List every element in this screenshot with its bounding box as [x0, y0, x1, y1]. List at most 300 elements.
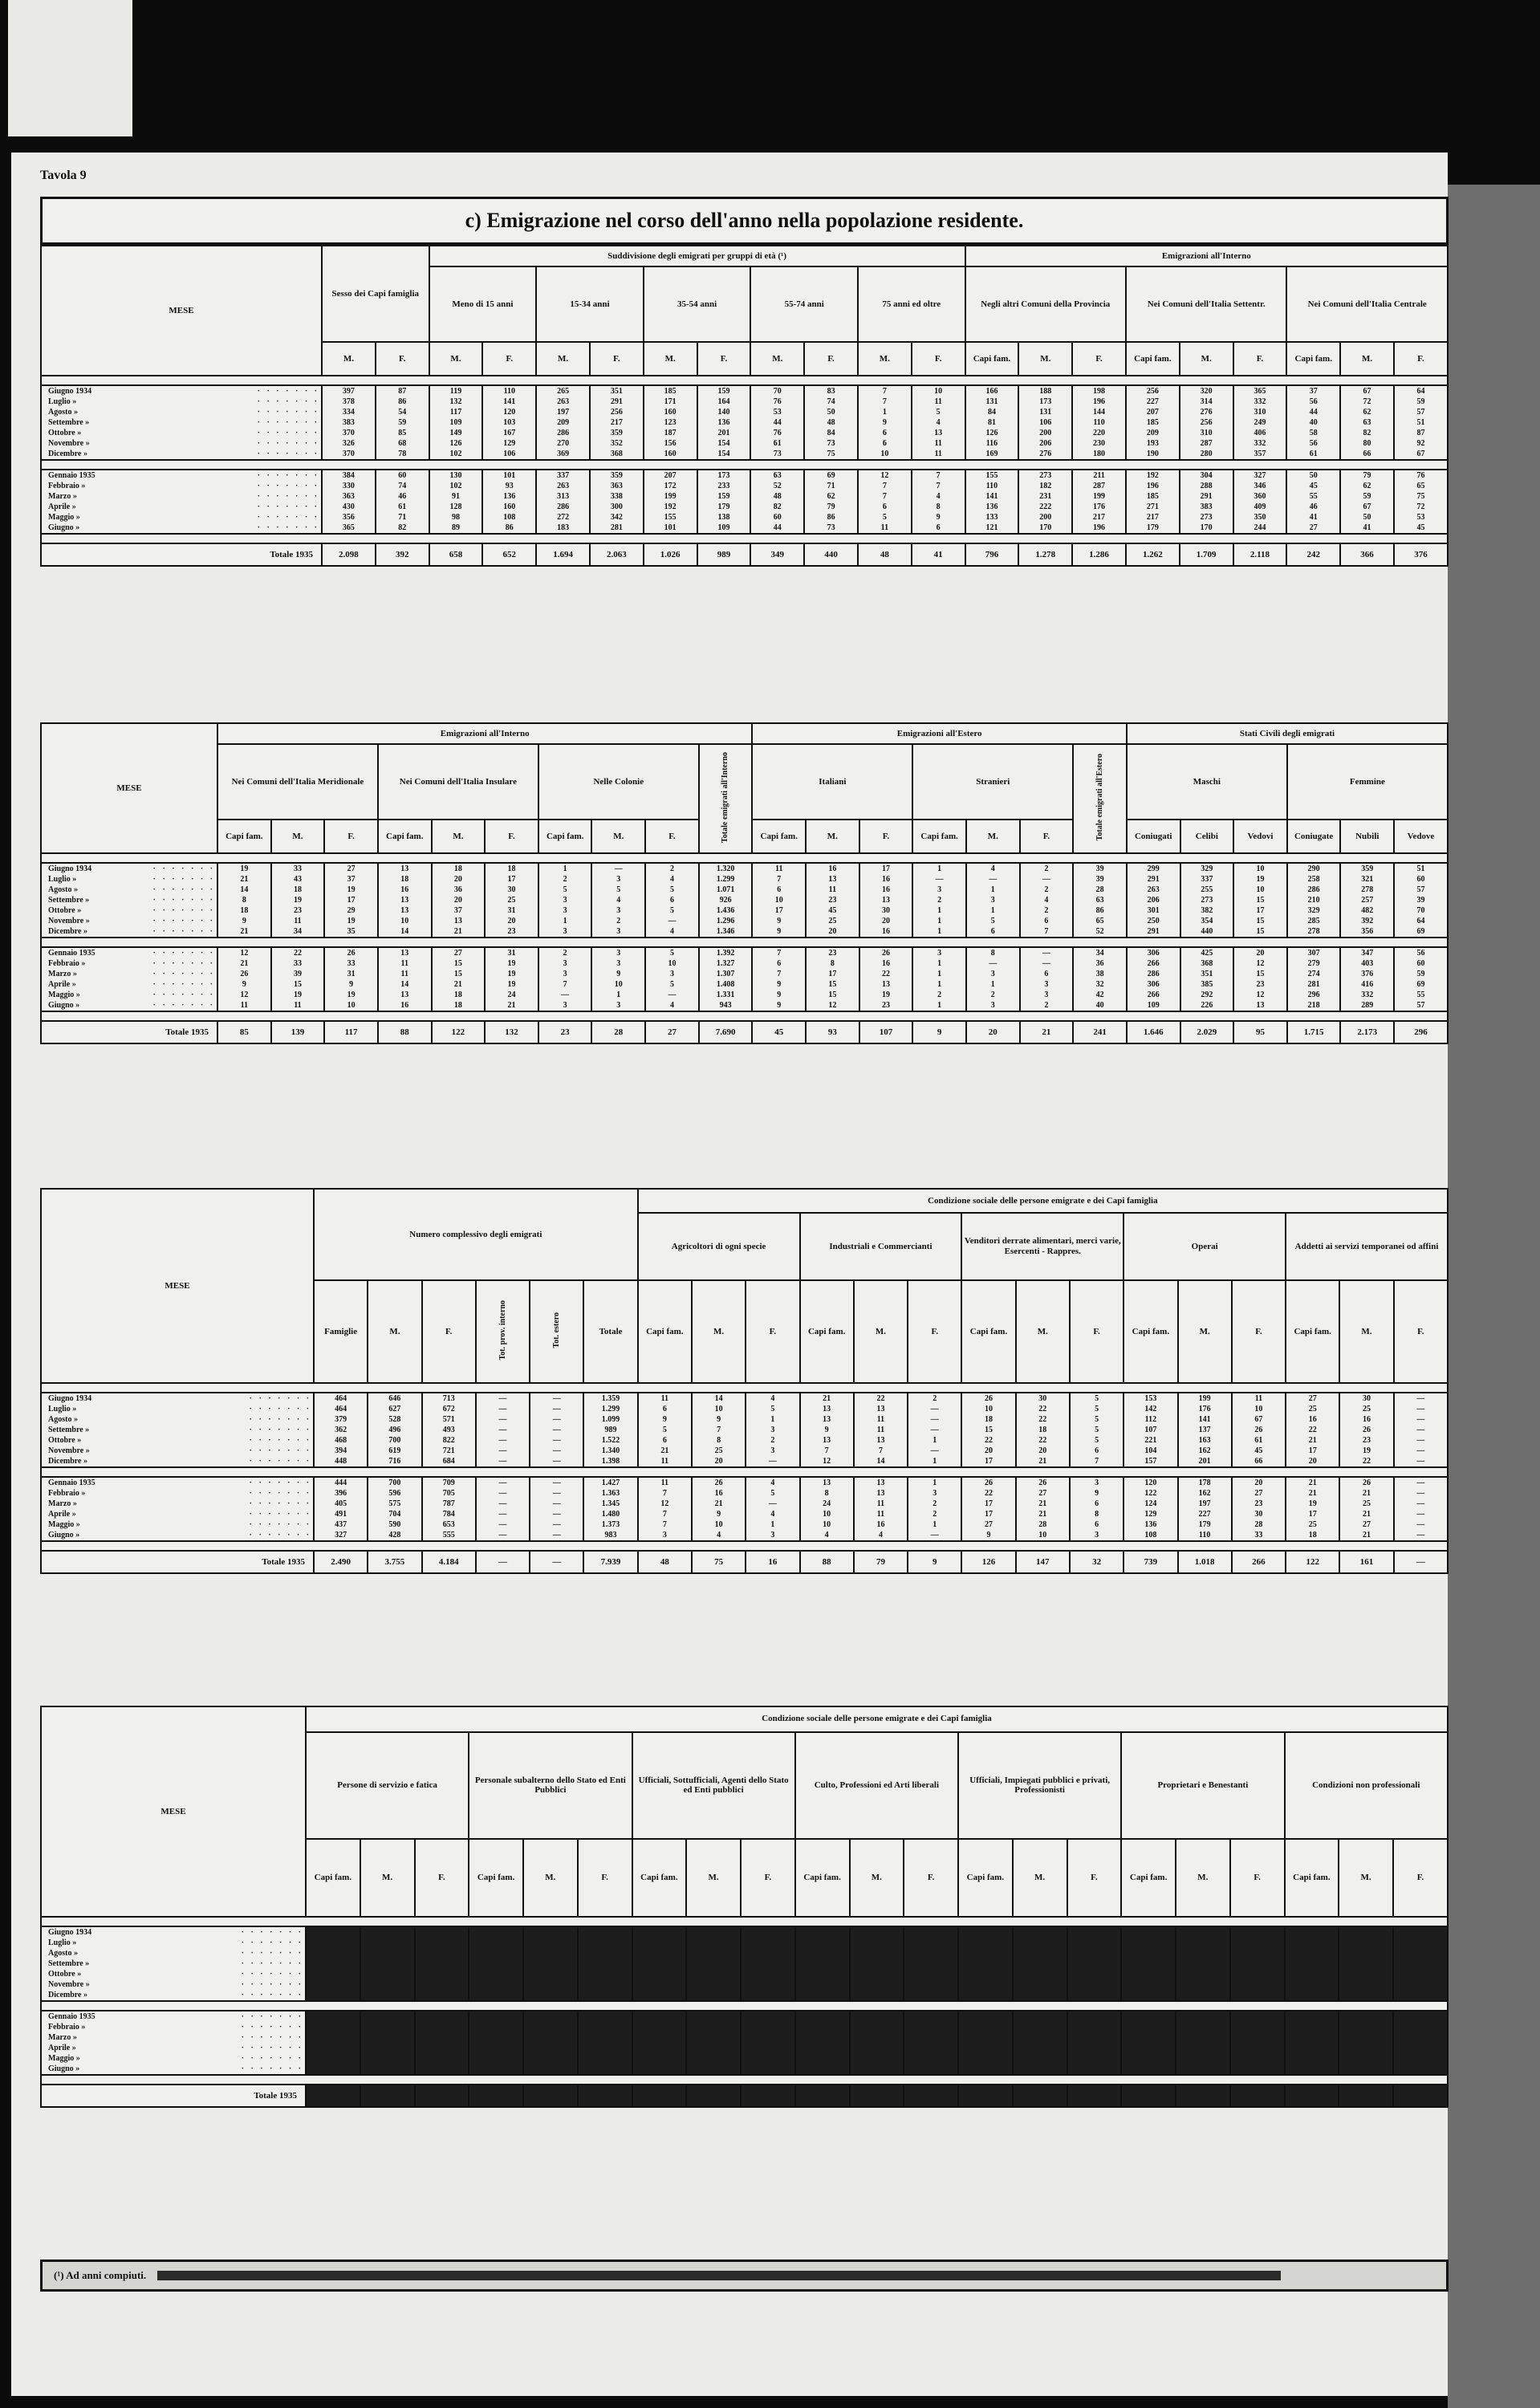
- table-cell: —: [552, 1520, 561, 1529]
- table-cell: 2: [937, 990, 942, 999]
- leader-dots: · · · · · · ·: [249, 1510, 311, 1519]
- table-cell: 307: [1307, 949, 1320, 958]
- table-cell: 154: [717, 439, 730, 448]
- table-cell: 108: [503, 513, 516, 522]
- table-cell: 363: [610, 482, 623, 490]
- table-cell: 22: [1362, 1457, 1371, 1466]
- sub-m: M.: [271, 820, 325, 853]
- value-column: [538, 863, 592, 938]
- table-cell: 13: [823, 1479, 831, 1487]
- table-cell: 15: [828, 980, 837, 989]
- sub-m: M.: [1340, 342, 1394, 376]
- value-column: [591, 863, 645, 938]
- data-block-row: [41, 2011, 1448, 2075]
- total-cell: 739: [1124, 1551, 1177, 1573]
- table-cell: 6: [1095, 1520, 1099, 1529]
- value-column: [966, 947, 1020, 1011]
- month-label: Marzo »: [48, 1499, 77, 1508]
- table-cell: 383: [1200, 502, 1213, 511]
- table-cell: 227: [1198, 1510, 1211, 1519]
- table-cell: 12: [660, 1499, 669, 1508]
- leader-dots: · · · · · · ·: [249, 1531, 311, 1540]
- value-column: [746, 1393, 799, 1467]
- footnote-illegible: [157, 2271, 1281, 2280]
- table-cell: 155: [664, 513, 677, 522]
- table-cell: 704: [388, 1510, 401, 1519]
- table-cell: 10: [1256, 885, 1265, 894]
- table-cell: 943: [719, 1001, 732, 1010]
- value-column: [1230, 2011, 1285, 2075]
- table-cell: 59: [1416, 397, 1425, 406]
- month-label: Gennaio 1935: [48, 949, 95, 958]
- table-cell: 4: [1044, 896, 1049, 905]
- table-cell: 84: [987, 408, 996, 417]
- table-cell: 104: [1144, 1446, 1157, 1455]
- table-cell: 18: [400, 875, 409, 884]
- table-cell: —: [552, 1499, 561, 1508]
- table-cell: 493: [442, 1426, 455, 1434]
- value-column: [1180, 385, 1233, 460]
- table-cell: 291: [1147, 875, 1160, 884]
- month-label: Luglio »: [48, 875, 77, 884]
- header-interno: Emigrazioni all'Interno: [965, 246, 1448, 266]
- table-cell: 154: [717, 449, 730, 458]
- table-cell: 42: [1095, 990, 1104, 999]
- mese-header-4: MESE: [41, 1706, 306, 1917]
- table-cell: 25: [1362, 1405, 1371, 1413]
- table-cell: 62: [827, 492, 835, 501]
- table-cell: 330: [342, 482, 355, 490]
- table-cell: 14: [714, 1394, 723, 1403]
- table-cell: 2: [1044, 864, 1049, 873]
- total-cell: 93: [806, 1021, 859, 1043]
- table-cell: 384: [342, 471, 355, 480]
- table-cell: 169: [985, 449, 998, 458]
- table-cell: —: [552, 1531, 561, 1540]
- page-edge-shadow: [1448, 185, 1540, 2408]
- table-cell: 56: [1309, 439, 1318, 448]
- table-cell: 21: [1308, 1489, 1317, 1498]
- table-cell: 16: [1362, 1415, 1371, 1424]
- table-cell: 700: [388, 1479, 401, 1487]
- table-cell: 21: [507, 1001, 516, 1010]
- table-cell: 13: [828, 875, 837, 884]
- table-cell: 164: [717, 397, 730, 406]
- table-cell: 3: [662, 1531, 667, 1540]
- table-cell: 14: [876, 1457, 885, 1466]
- header-numero: Numero complessivo degli emigrati: [314, 1189, 638, 1280]
- table-cell: 5: [669, 885, 674, 894]
- table-cell: 468: [335, 1436, 347, 1445]
- table-cell: 700: [388, 1436, 401, 1445]
- table-cell: 170: [1200, 523, 1213, 532]
- table-cell: 33: [1254, 1531, 1263, 1540]
- sub-col-1: M.: [523, 1839, 578, 1917]
- data-block-row: [41, 863, 1448, 938]
- value-column: [538, 947, 592, 1011]
- value-column: [795, 1926, 850, 2001]
- table-cell: 27: [347, 864, 356, 873]
- table-cell: 33: [293, 959, 302, 968]
- leader-dots: · · · · · · ·: [249, 1489, 311, 1498]
- table-cell: 163: [1198, 1436, 1211, 1445]
- leader-dots: · · · · · · ·: [257, 502, 319, 511]
- table-cell: 4: [770, 1394, 775, 1403]
- table-cell: 15: [1256, 917, 1265, 925]
- total-cell: [523, 2085, 578, 2107]
- sub-f: F.: [482, 342, 536, 376]
- table-cell: 721: [442, 1446, 455, 1455]
- table-cell: 25: [714, 1446, 723, 1455]
- value-column: [536, 470, 590, 534]
- table-cell: 133: [985, 513, 998, 522]
- table-cell: 1.299: [716, 875, 735, 884]
- table-cell: 16: [882, 875, 890, 884]
- age-group-3: 55-74 anni: [750, 266, 858, 342]
- table-cell: 21: [240, 927, 249, 936]
- table-cell: 1: [990, 885, 995, 894]
- table-cell: 306: [1147, 949, 1160, 958]
- table-cell: 496: [388, 1426, 401, 1434]
- sub-col-1: M.: [1339, 1280, 1393, 1383]
- month-label: Novembre »: [48, 1446, 90, 1455]
- table-cell: 45: [828, 906, 837, 915]
- table-cell: 22: [1308, 1426, 1317, 1434]
- table-cell: 182: [1039, 482, 1052, 490]
- table-cell: 226: [1201, 1001, 1213, 1010]
- total-cell: [469, 2085, 523, 2107]
- table-cell: 299: [1147, 864, 1160, 873]
- table-cell: 65: [1095, 917, 1104, 925]
- total-cell: 796: [965, 543, 1019, 566]
- table-cell: 3: [563, 959, 567, 968]
- table-cell: 7: [936, 471, 941, 480]
- table-cell: 17: [985, 1457, 993, 1466]
- table-number: Tavola 9: [40, 169, 87, 182]
- table-cell: 332: [1254, 397, 1266, 406]
- table-cell: —: [1416, 1457, 1425, 1466]
- interno-sub-1: Nei Comuni dell'Italia Insulare: [378, 744, 538, 820]
- table-cell: 10: [714, 1520, 723, 1529]
- table-cell: 4: [878, 1531, 883, 1540]
- sub-col-0: Capi fam.: [1124, 1280, 1177, 1383]
- total-cell: 107: [859, 1021, 913, 1043]
- table-cell: —: [930, 1426, 939, 1434]
- table-cell: 5: [669, 949, 674, 958]
- leader-dots: · · · · · · ·: [257, 482, 319, 490]
- table-cell: 25: [1362, 1499, 1371, 1508]
- month-label: Gennaio 1935: [48, 1479, 95, 1487]
- table-cell: 217: [1093, 513, 1106, 522]
- table-cell: 2: [563, 875, 567, 884]
- table-cell: 81: [987, 418, 996, 427]
- table-cell: 132: [449, 397, 462, 406]
- table-cell: 23: [828, 949, 837, 958]
- value-column: [1286, 1477, 1339, 1541]
- table-cell: 363: [342, 492, 355, 501]
- table-cell: 101: [664, 523, 677, 532]
- table-cell: 30: [1362, 1394, 1371, 1403]
- table-cell: 190: [1146, 449, 1159, 458]
- leader-dots: · · · · · · ·: [152, 949, 215, 958]
- sub-m: M.: [1018, 342, 1072, 376]
- month-label: Giugno »: [48, 1531, 80, 1540]
- table-cell: 13: [823, 1415, 831, 1424]
- value-column: [360, 2011, 415, 2075]
- cond-group-0: Agricoltori di ogni specie: [638, 1213, 800, 1280]
- table-cell: 37: [347, 875, 356, 884]
- table-cell: 28: [1095, 885, 1104, 894]
- table-cell: 11: [400, 970, 408, 978]
- spacer-cell: [41, 1541, 1448, 1551]
- table-cell: 26: [1362, 1426, 1371, 1434]
- table-cell: —: [552, 1489, 561, 1498]
- value-column: [485, 947, 538, 1011]
- table-cell: 17: [985, 1510, 993, 1519]
- total-cell: 440: [804, 543, 858, 566]
- value-column: [912, 385, 965, 460]
- value-column: [322, 385, 376, 460]
- table-cell: 266: [1147, 959, 1160, 968]
- table-cell: 27: [1309, 523, 1318, 532]
- table-cell: —: [1416, 1531, 1425, 1540]
- table-cell: 37: [453, 906, 462, 915]
- value-column: [1124, 1477, 1177, 1541]
- table-cell: 11: [294, 1001, 302, 1010]
- spacer-cell: [41, 1467, 1448, 1477]
- table-cell: —: [552, 1446, 561, 1455]
- month-label: Agosto »: [48, 1415, 78, 1424]
- value-column: [1340, 947, 1394, 1011]
- sub-f: F.: [912, 342, 965, 376]
- value-column: [1232, 1393, 1286, 1467]
- table-cell: 53: [773, 408, 782, 417]
- table-cell: 249: [1254, 418, 1266, 427]
- spacer-cell: [41, 460, 1448, 470]
- table-cell: 1.331: [716, 990, 735, 999]
- table-cell: 162: [1198, 1446, 1211, 1455]
- table-cell: 86: [1095, 906, 1104, 915]
- month-label: Giugno »: [48, 2064, 80, 2073]
- table-cell: 1: [937, 970, 942, 978]
- table-cell: 321: [1361, 875, 1374, 884]
- month-label: Settembre »: [48, 1426, 90, 1434]
- table-cell: 17: [828, 970, 837, 978]
- table-cell: 3: [1044, 990, 1049, 999]
- table-cell: 5: [1095, 1394, 1099, 1403]
- month-label: Settembre »: [48, 1959, 90, 1968]
- table-cell: 287: [1200, 439, 1213, 448]
- value-column: [368, 1393, 421, 1467]
- table-cell: 6: [1044, 917, 1049, 925]
- table-cell: 17: [347, 896, 356, 905]
- table-cell: 21: [1038, 1499, 1047, 1508]
- table-cell: 110: [985, 482, 998, 490]
- table-cell: 74: [398, 482, 407, 490]
- table-cell: 1.327: [716, 959, 735, 968]
- table-cell: —: [1416, 1479, 1425, 1487]
- sub-f: F.: [1072, 342, 1126, 376]
- table-cell: 1.392: [716, 949, 735, 958]
- table-cell: 82: [398, 523, 407, 532]
- table-cell: 12: [880, 471, 889, 480]
- table-cell: —: [930, 1531, 939, 1540]
- table-cell: 329: [1201, 864, 1213, 873]
- leader-dots: · · · · · · ·: [241, 2023, 303, 2032]
- table-cell: 5: [616, 885, 621, 894]
- table-cell: 276: [1039, 449, 1052, 458]
- table-cell: 281: [610, 523, 623, 532]
- table-cell: 18: [453, 1001, 462, 1010]
- numero-col-1: M.: [368, 1280, 421, 1383]
- spacer-cell: [41, 1917, 1448, 1926]
- value-column: [1394, 385, 1448, 460]
- table-cell: 209: [557, 418, 570, 427]
- table-cell: 109: [717, 523, 730, 532]
- data-block-row: [41, 385, 1448, 460]
- table-cell: —: [552, 1415, 561, 1424]
- table-cell: 67: [1416, 449, 1425, 458]
- table-cell: 167: [503, 429, 516, 437]
- table-cell: 1: [933, 1457, 937, 1466]
- table-cell: 1.398: [601, 1457, 620, 1466]
- value-column: [324, 863, 378, 938]
- table-cell: 356: [1361, 927, 1374, 936]
- table-cell: 8: [936, 502, 941, 511]
- table-cell: 11: [400, 959, 408, 968]
- table-cell: 281: [1307, 980, 1320, 989]
- table-cell: 1: [990, 906, 995, 915]
- spacer-row: [41, 1383, 1448, 1393]
- value-column: [432, 863, 486, 938]
- total-cell: [904, 2085, 958, 2107]
- table-cell: 36: [1095, 959, 1104, 968]
- table-cell: 179: [717, 502, 730, 511]
- table-cell: —: [498, 1436, 507, 1445]
- sub-col-2: F.: [1394, 1280, 1448, 1383]
- table-cell: 18: [1308, 1531, 1317, 1540]
- sub-m: M.: [432, 820, 486, 853]
- month-label: Febbraio »: [48, 2023, 86, 2032]
- table-cell: —: [1042, 949, 1050, 958]
- mese-header-3: MESE: [41, 1189, 314, 1383]
- table-cell: 672: [442, 1405, 455, 1413]
- cond-group-1: Industriali e Commercianti: [800, 1213, 962, 1280]
- value-column: [1287, 947, 1341, 1011]
- table-cell: 352: [610, 439, 623, 448]
- value-column: [912, 947, 966, 1011]
- month-label: Marzo »: [48, 492, 77, 501]
- table-cell: 15: [1256, 927, 1265, 936]
- value-column: [699, 863, 753, 938]
- table-cell: 60: [398, 471, 407, 480]
- month-label: Maggio »: [48, 990, 80, 999]
- table-cell: 166: [985, 387, 998, 396]
- table-cell: 288: [1200, 482, 1213, 490]
- table-cell: 6: [662, 1405, 667, 1413]
- table-cell: 646: [388, 1394, 401, 1403]
- month-label: Maggio »: [48, 513, 80, 522]
- age-group-2: 35-54 anni: [644, 266, 751, 342]
- table-cell: —: [498, 1520, 507, 1529]
- table-cell: 11: [240, 1001, 249, 1010]
- month-label: Settembre »: [48, 418, 90, 427]
- header-sesso: Sesso dei Capi famiglia: [322, 246, 429, 342]
- table-cell: 83: [827, 387, 835, 396]
- table-cell: 327: [1254, 471, 1266, 480]
- table-cell: 26: [714, 1479, 723, 1487]
- table-cell: 20: [453, 875, 462, 884]
- table-cell: 3: [1095, 1531, 1099, 1540]
- value-column: [324, 947, 378, 1011]
- table-cell: 211: [1093, 471, 1105, 480]
- table-cell: 430: [342, 502, 355, 511]
- spacer-cell: [41, 2001, 1448, 2011]
- leader-dots: · · · · · · ·: [241, 1970, 303, 1979]
- table-cell: 416: [1361, 980, 1374, 989]
- leader-dots: · · · · · · ·: [257, 492, 319, 501]
- table-cell: 196: [1093, 397, 1106, 406]
- value-column: [961, 1477, 1015, 1541]
- value-column: [476, 1393, 530, 1467]
- month-label: Agosto »: [48, 1949, 78, 1958]
- table-cell: 71: [827, 482, 835, 490]
- table-cell: 1.346: [716, 927, 735, 936]
- sub-m: M.: [322, 342, 376, 376]
- value-column: [523, 2011, 578, 2075]
- table-cell: 141: [503, 397, 516, 406]
- numero-col-3: [476, 1280, 530, 1383]
- value-column: [1394, 947, 1448, 1011]
- table-cell: 55: [1309, 492, 1318, 501]
- table-cell: 9: [777, 980, 782, 989]
- value-column: [1178, 1393, 1232, 1467]
- table-cell: 45: [1416, 523, 1425, 532]
- table-cell: 13: [453, 917, 462, 925]
- value-column: [800, 1393, 854, 1467]
- table-cell: 41: [1309, 513, 1318, 522]
- table-cell: 207: [664, 471, 677, 480]
- table-cell: 63: [1095, 896, 1104, 905]
- leader-dots: · · · · · · ·: [257, 439, 319, 448]
- table-cell: 14: [400, 927, 409, 936]
- value-column: [530, 1477, 583, 1541]
- value-column: [469, 1926, 523, 2001]
- table-cell: 93: [505, 482, 514, 490]
- table-cell: 7: [777, 970, 782, 978]
- month-labels: [41, 1477, 314, 1541]
- header-estero: Emigrazioni all'Estero: [752, 723, 1126, 744]
- table-cell: 13: [400, 896, 409, 905]
- table-cell: 360: [1254, 492, 1266, 501]
- data-block-row: [41, 1926, 1448, 2001]
- interno-group-2: Nei Comuni dell'Italia Centrale: [1286, 266, 1448, 342]
- value-column: [415, 1926, 469, 2001]
- table-cell: 119: [449, 387, 462, 396]
- table-cell: 7: [777, 875, 782, 884]
- table-cell: 5: [662, 1426, 667, 1434]
- total-label: Totale 1935: [41, 1551, 314, 1573]
- table-cell: 1: [882, 408, 887, 417]
- value-column: [1070, 1393, 1124, 1467]
- table-cell: 2: [616, 917, 621, 925]
- total-cell: 376: [1394, 543, 1448, 566]
- table-cell: 270: [557, 439, 570, 448]
- table-cell: 75: [1416, 492, 1425, 501]
- sub-f: F.: [859, 820, 913, 853]
- value-column: [632, 1926, 687, 2001]
- table-cell: 233: [717, 482, 730, 490]
